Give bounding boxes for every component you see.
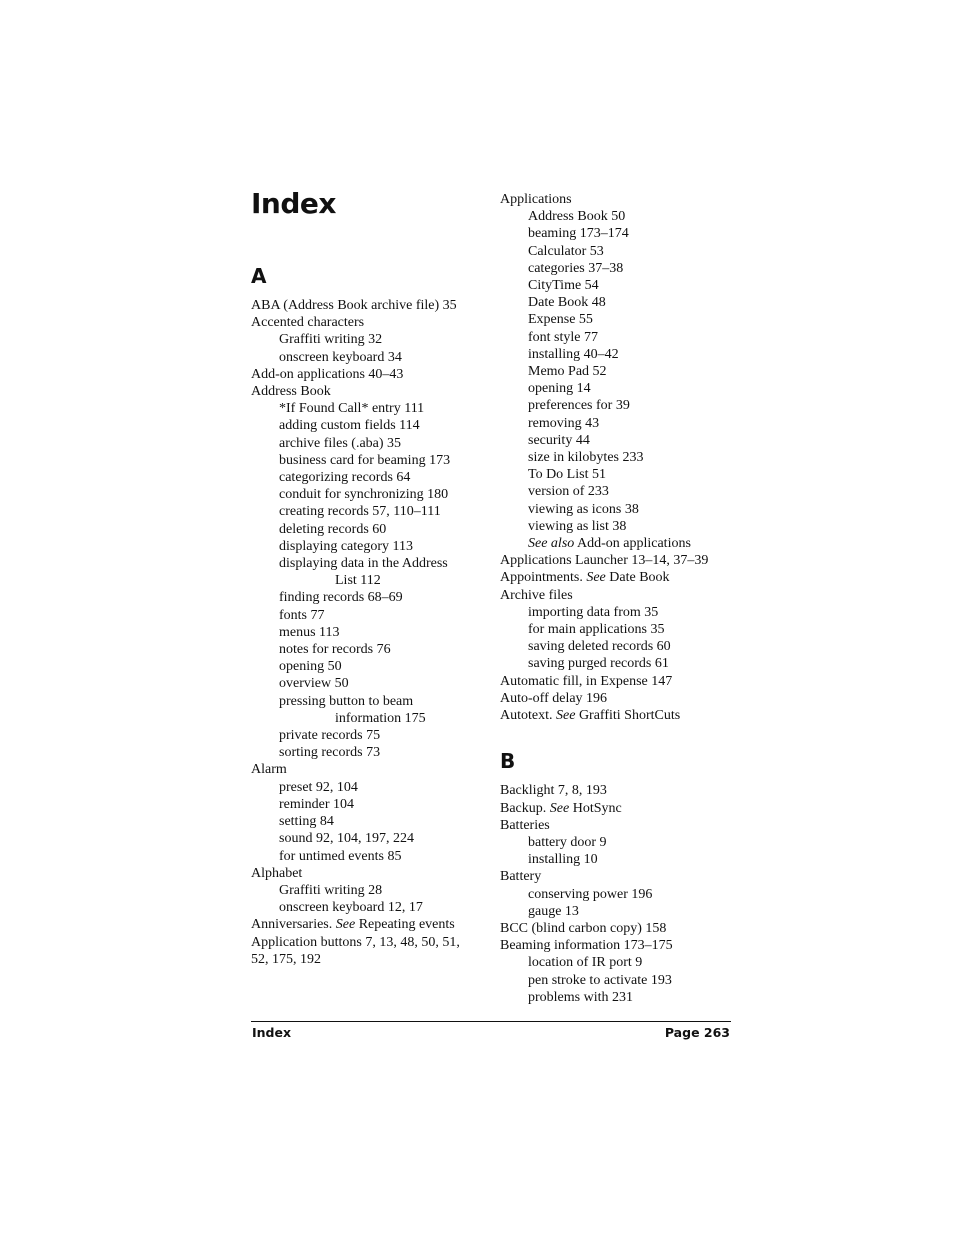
entry-text: archive files (.aba) 35 xyxy=(279,435,402,451)
entry-text: displaying data in the Address xyxy=(279,556,448,572)
entry-text: Address Book 50 xyxy=(528,209,626,225)
entry-text: Memo Pad 52 xyxy=(528,364,607,380)
index-entry xyxy=(500,937,735,954)
entry-text: Alphabet xyxy=(251,865,303,881)
index-entry xyxy=(251,865,486,882)
entry-text: Backlight 7, 8, 193 xyxy=(500,783,607,799)
index-subentry xyxy=(500,380,735,397)
index-subentry xyxy=(251,796,486,813)
index-subentry xyxy=(251,331,486,348)
index-subentry xyxy=(251,400,486,417)
entry-text: To Do List 51 xyxy=(528,467,606,483)
entry-text: version of 233 xyxy=(528,484,609,500)
index-column-left xyxy=(251,264,486,968)
see-reference: See xyxy=(549,800,570,816)
entry-text: installing 40–42 xyxy=(528,346,619,362)
page-title: Index xyxy=(251,187,336,220)
index-subentry xyxy=(251,624,486,641)
index-entry xyxy=(251,297,486,314)
entry-text: categories 37–38 xyxy=(528,260,624,276)
index-entry xyxy=(500,868,735,885)
entry-text: preferences for 39 xyxy=(528,398,630,414)
index-entry-continuation xyxy=(251,710,486,727)
index-subentry xyxy=(500,535,735,552)
section-letter: B xyxy=(500,749,516,774)
index-subentry xyxy=(500,329,735,346)
index-subentry xyxy=(500,277,735,294)
see-reference: See xyxy=(586,570,606,586)
entry-text: Accented characters xyxy=(251,315,365,331)
index-subentry xyxy=(500,260,735,277)
index-subentry xyxy=(251,675,486,692)
entry-text: sorting records 73 xyxy=(279,745,381,761)
index-subentry xyxy=(500,415,735,432)
entry-text: fonts 77 xyxy=(279,607,325,623)
index-entry xyxy=(251,916,486,933)
index-subentry xyxy=(251,813,486,830)
entry-text: opening 14 xyxy=(528,381,591,397)
entry-text: 52, 175, 192 xyxy=(251,951,321,967)
index-subentry xyxy=(251,521,486,538)
entry-text: conduit for synchronizing 180 xyxy=(279,487,449,503)
entry-text: viewing as list 38 xyxy=(528,518,627,534)
entry-text: adding custom fields 114 xyxy=(279,418,420,434)
index-section xyxy=(500,749,735,1006)
index-subentry xyxy=(251,538,486,555)
entry-text: battery door 9 xyxy=(528,834,607,850)
index-subentry xyxy=(500,501,735,518)
index-subentry xyxy=(500,294,735,311)
index-entry xyxy=(500,587,735,604)
index-entry xyxy=(251,383,486,400)
index-subentry xyxy=(251,589,486,606)
entry-text: conserving power 196 xyxy=(528,886,653,902)
index-subentry xyxy=(251,727,486,744)
entry-text: Archive files xyxy=(500,587,573,603)
entry-text: Battery xyxy=(500,869,542,885)
entry-text: beaming 173–174 xyxy=(528,226,629,242)
index-subentry xyxy=(500,243,735,260)
entry-text: Application buttons 7, 13, 48, 50, 51, xyxy=(251,934,460,950)
index-subentry xyxy=(500,518,735,535)
entry-text: displaying category 113 xyxy=(279,538,414,554)
index-entry xyxy=(500,920,735,937)
entry-text: BCC (blind carbon copy) 158 xyxy=(500,920,667,936)
entry-text: notes for records 76 xyxy=(279,642,391,658)
index-entry xyxy=(251,366,486,383)
entry-text: Address Book xyxy=(251,384,331,400)
index-subentry xyxy=(251,435,486,452)
index-subentry xyxy=(500,466,735,483)
see-reference: See xyxy=(335,917,356,933)
entry-text: saving deleted records 60 xyxy=(528,639,671,655)
index-subentry xyxy=(500,432,735,449)
index-subentry xyxy=(251,899,486,916)
entry-text: security 44 xyxy=(528,432,590,448)
index-subentry xyxy=(500,363,735,380)
entry-text: Date Book 48 xyxy=(528,295,606,311)
footer-rule xyxy=(251,1021,731,1022)
index-entry xyxy=(500,191,735,208)
index-entry xyxy=(500,800,735,817)
entry-text: Applications xyxy=(500,192,572,207)
index-subentry xyxy=(251,882,486,899)
entry-text: Add-on applications 40–43 xyxy=(251,366,404,382)
entry-text: onscreen keyboard 34 xyxy=(279,349,402,365)
index-entry xyxy=(251,761,486,778)
index-subentry xyxy=(500,834,735,851)
entry-text: Backup. xyxy=(500,800,550,816)
index-entry xyxy=(500,817,735,834)
see-target: Add-on applications xyxy=(574,536,691,552)
index-entry xyxy=(500,782,735,799)
entry-text: Expense 55 xyxy=(528,312,593,328)
index-subentry xyxy=(500,225,735,242)
entry-text: *If Found Call* entry 111 xyxy=(279,401,425,417)
index-subentry xyxy=(251,486,486,503)
index-entry xyxy=(500,707,735,724)
entry-text: importing data from 35 xyxy=(528,604,659,620)
entry-text: finding records 68–69 xyxy=(279,590,403,606)
entry-text: location of IR port 9 xyxy=(528,955,643,971)
entry-text: Appointments. xyxy=(500,570,587,586)
entry-text: Beaming information 173–175 xyxy=(500,938,673,954)
index-subentry xyxy=(251,848,486,865)
index-subentry xyxy=(500,989,735,1006)
entry-text: problems with 231 xyxy=(528,989,633,1005)
entry-text: Calculator 53 xyxy=(528,243,604,259)
entry-text: Batteries xyxy=(500,817,550,833)
entry-text: setting 84 xyxy=(279,814,334,830)
entry-text: gauge 13 xyxy=(528,903,579,919)
entry-text: Automatic fill, in Expense 147 xyxy=(500,673,673,689)
index-entry xyxy=(251,314,486,331)
index-section xyxy=(500,191,735,724)
index-subentry xyxy=(500,449,735,466)
entry-text: Auto-off delay 196 xyxy=(500,690,608,706)
index-subentry xyxy=(251,349,486,366)
entry-text: reminder 104 xyxy=(279,796,355,812)
index-subentry xyxy=(500,483,735,500)
entry-text: categorizing records 64 xyxy=(279,470,411,486)
index-subentry xyxy=(500,903,735,920)
entry-text: creating records 57, 110–111 xyxy=(279,504,441,520)
entry-text: sound 92, 104, 197, 224 xyxy=(279,831,414,847)
index-subentry xyxy=(500,346,735,363)
footer-page-number: Page 263 xyxy=(664,1025,730,1040)
see-reference: See also xyxy=(528,536,575,552)
entry-text: pressing button to beam xyxy=(279,693,414,709)
index-entry xyxy=(251,934,486,951)
entry-text: for main applications 35 xyxy=(528,622,665,638)
index-subentry xyxy=(251,417,486,434)
index-subentry xyxy=(251,503,486,520)
entry-text: onscreen keyboard 12, 17 xyxy=(279,900,423,916)
entry-text: ABA (Address Book archive file) 35 xyxy=(251,298,457,313)
index-subentry xyxy=(500,397,735,414)
entry-text: opening 50 xyxy=(279,659,342,675)
index-subentry xyxy=(251,452,486,469)
entry-text: viewing as icons 38 xyxy=(528,501,639,517)
index-subentry xyxy=(251,693,486,710)
entry-text: Applications Launcher 13–14, 37–39 xyxy=(500,553,709,569)
index-subentry xyxy=(500,311,735,328)
see-target: Graffiti ShortCuts xyxy=(575,708,681,724)
entry-text: Graffiti writing 28 xyxy=(279,882,383,898)
index-subentry xyxy=(500,621,735,638)
entry-text: Graffiti writing 32 xyxy=(279,332,383,348)
entry-text: size in kilobytes 233 xyxy=(528,450,644,466)
entry-text: private records 75 xyxy=(279,728,381,744)
index-entry-continuation xyxy=(251,572,486,589)
index-entry xyxy=(500,673,735,690)
see-reference: See xyxy=(556,708,576,724)
entry-text: Alarm xyxy=(251,762,287,778)
entry-text: for untimed events 85 xyxy=(279,848,402,864)
entry-text: font style 77 xyxy=(528,329,598,345)
entry-text: preset 92, 104 xyxy=(279,779,358,795)
entry-text: information 175 xyxy=(335,710,426,726)
index-subentry xyxy=(500,851,735,868)
index-entry xyxy=(500,690,735,707)
entry-text: overview 50 xyxy=(279,676,349,692)
entry-text: pen stroke to activate 193 xyxy=(528,972,672,988)
index-subentry xyxy=(251,658,486,675)
entry-text: saving purged records 61 xyxy=(528,656,669,672)
index-subentry xyxy=(500,972,735,989)
index-subentry xyxy=(251,779,486,796)
entry-text: Anniversaries. xyxy=(251,917,336,933)
entry-text: installing 10 xyxy=(528,852,598,868)
index-entry xyxy=(500,569,735,586)
entry-text: menus 113 xyxy=(279,624,340,640)
index-subentry xyxy=(500,886,735,903)
entry-text: deleting records 60 xyxy=(279,521,387,537)
entry-text: removing 43 xyxy=(528,415,600,431)
entry-text: CityTime 54 xyxy=(528,278,599,294)
index-subentry xyxy=(251,607,486,624)
index-subentry xyxy=(251,744,486,761)
index-subentry xyxy=(500,604,735,621)
index-column-right xyxy=(500,191,735,1006)
entry-text: List 112 xyxy=(335,573,381,589)
index-entry xyxy=(251,951,486,968)
index-entry xyxy=(500,552,735,569)
index-subentry xyxy=(251,469,486,486)
index-subentry xyxy=(500,655,735,672)
see-target: HotSync xyxy=(569,800,622,816)
index-subentry xyxy=(500,638,735,655)
see-target: Date Book xyxy=(605,570,670,586)
section-letter: A xyxy=(251,264,267,288)
index-subentry xyxy=(251,641,486,658)
entry-text: business card for beaming 173 xyxy=(279,452,451,468)
index-subentry xyxy=(500,954,735,971)
index-subentry xyxy=(251,555,486,572)
see-target: Repeating events xyxy=(355,917,455,933)
index-subentry xyxy=(500,208,735,225)
index-subentry xyxy=(251,830,486,847)
entry-text: Autotext. xyxy=(500,708,556,724)
footer-section-title: Index xyxy=(252,1025,292,1040)
index-section xyxy=(251,264,486,968)
